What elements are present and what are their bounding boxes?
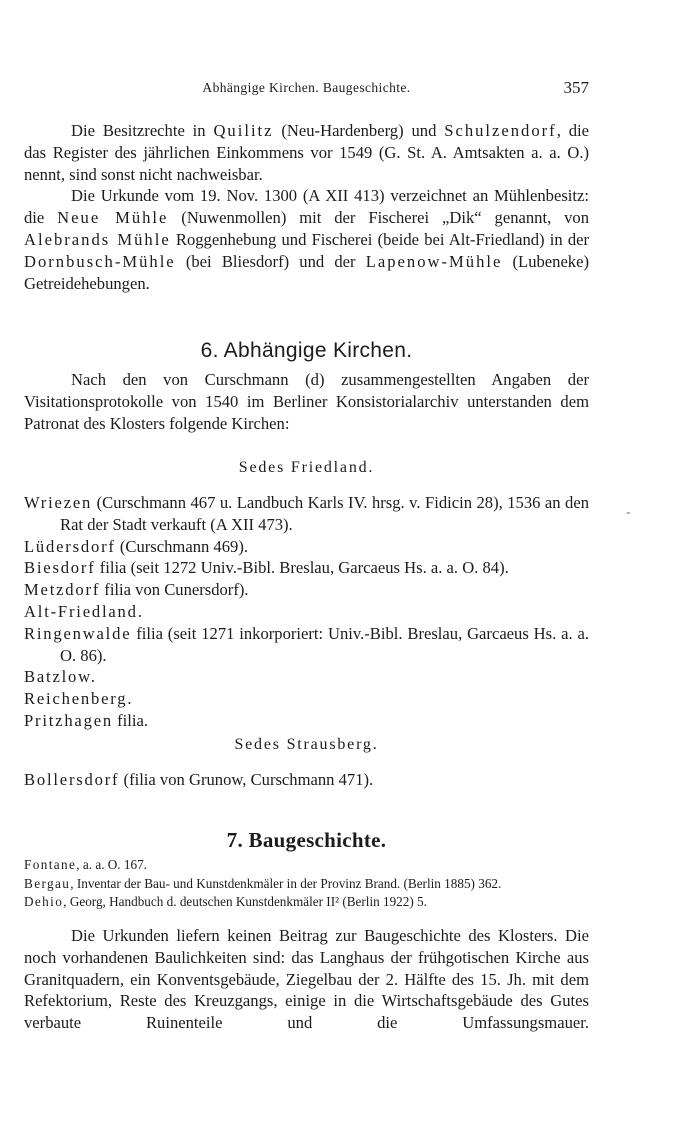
church-list-friedland xyxy=(24,492,589,732)
text-span: (Lubeneke) Getreidehebungen. xyxy=(24,251,589,293)
place-quilitz: Quilitz xyxy=(213,121,274,140)
intro-paragraphs xyxy=(24,120,589,294)
church-entry xyxy=(24,601,589,623)
church-note: (Curschmann 469). xyxy=(115,536,248,556)
mill-neue-muehle: Neue Mühle xyxy=(57,208,169,228)
church-entry xyxy=(24,623,589,667)
church-name: Pritzhagen xyxy=(24,710,113,730)
literature-entry xyxy=(24,893,589,912)
church-note: (filia von Grunow, Curschmann 471). xyxy=(119,770,374,789)
paragraph-muehlenbesitz xyxy=(24,185,589,294)
sedes-strausberg-heading-wrap xyxy=(24,736,589,754)
church-name: Wriezen xyxy=(24,493,93,512)
church-name: Lüdersdorf xyxy=(24,536,116,556)
text-span: Die Besitzrechte in xyxy=(71,121,214,140)
text-span: (Neu-Hardenberg) und xyxy=(273,121,445,140)
church-name: Ringenwalde xyxy=(24,623,132,643)
literature-details: , a. a. O. 167. xyxy=(76,857,147,872)
church-entry xyxy=(24,557,589,579)
section-6-intro: Nach den von Curschmann (d) zusammengestellten Angaben der Visitationsprotokolle von 1540 im Berliner Konsistorialarchiv unterstanden dem Patronat des Klosters folgende Kirchen: xyxy=(24,370,589,433)
text-span: , die das Register des jährlichen Einkommens vor 1549 (G. St. A. Amtsakten a. a. O.) nennt, sind sonst nicht nachweisbar. xyxy=(24,121,589,184)
literature-entry xyxy=(24,875,589,894)
literature-details: , Georg, Handbuch d. deutschen Kunstdenkmäler II² (Berlin 1922) 5. xyxy=(63,894,427,909)
church-list-strausberg xyxy=(24,769,589,791)
literature-list xyxy=(24,856,589,912)
church-entry xyxy=(24,579,589,601)
section-6-heading: 6. Abhängige Kirchen. xyxy=(200,339,413,362)
margin-mark: - xyxy=(626,505,631,520)
place-schulzendorf: Schulzendorf xyxy=(444,121,557,140)
church-note: (Curschmann 467 u. Landbuch Karls IV. hrsg. v. Fidicin 28), 1536 an den Rat der Stadt verkauft (A XII 473). xyxy=(60,493,589,534)
church-name: Bollersdorf xyxy=(24,770,120,789)
mill-alebrands: Alebrands Mühle xyxy=(24,229,171,249)
sedes-friedland-heading-wrap xyxy=(24,459,589,477)
church-entry xyxy=(24,688,589,710)
church-entry xyxy=(24,769,589,791)
church-entry xyxy=(24,666,589,688)
section-7-body: Die Urkunden liefern keinen Beitrag zur Baugeschichte des Klosters. Die noch vorhandenen Baulichkeiten sind: das Langhaus der frühgotischen Kirche aus Granitquadern, ein Konventsgebäude, Ziegelbau der 2. Hälfte des 15. Jh. mit dem Refektorium, Reste des Kreuzgangs, einige in die Wirtschaftsgebäude des Gutes verbaute Ruinenteile und die Umfassungsmauer. xyxy=(24,926,589,1033)
text-span: Roggenhebung und Fischerei (beide bei Alt-Friedland) in der xyxy=(170,229,590,249)
church-entry xyxy=(24,492,589,536)
church-note: filia. xyxy=(112,710,148,730)
church-name: Alt-Friedland. xyxy=(24,601,144,621)
church-note: filia von Cunersdorf). xyxy=(100,580,249,600)
text-span: Die Urkunde vom 19. Nov. 1300 (A XII 413) verzeichnet an Mühlenbesitz: die xyxy=(24,186,589,228)
sedes-strausberg-heading: Sedes Strausberg. xyxy=(234,736,379,753)
literature-author: Dehio xyxy=(24,894,64,909)
church-entry xyxy=(24,710,589,732)
literature-entry xyxy=(24,856,589,875)
church-name: Metzdorf xyxy=(24,580,101,600)
mill-lapenow: Lapenow-Mühle xyxy=(365,251,503,271)
literature-author: Fontane xyxy=(24,857,77,872)
church-name: Batzlow. xyxy=(24,667,97,687)
running-head-title: Abhängige Kirchen. Baugeschichte. xyxy=(202,80,411,95)
literature-author: Bergau xyxy=(24,875,71,891)
text-span: (Nuwenmollen) mit der Fischerei „Dik“ genannt, von xyxy=(168,208,590,228)
mill-dornbusch: Dornbusch-Mühle xyxy=(24,251,176,271)
literature-details: , Inventar der Bau- und Kunstdenkmäler in der Provinz Brand. (Berlin 1885) 362. xyxy=(70,875,502,891)
church-name: Biesdorf xyxy=(24,558,96,578)
running-head xyxy=(24,78,589,100)
church-entry xyxy=(24,536,589,558)
section-7-body-wrap xyxy=(24,925,589,1034)
sedes-friedland-heading: Sedes Friedland. xyxy=(238,459,375,476)
church-name: Reichenberg. xyxy=(24,689,134,709)
section-7-heading: 7. Baugeschichte. xyxy=(226,828,387,852)
paragraph-besitzrechte xyxy=(24,120,589,185)
section-7 xyxy=(24,828,589,853)
church-note: filia (seit 1272 Univ.-Bibl. Breslau, Garcaeus Hs. a. a. O. 84). xyxy=(95,558,509,578)
church-note: filia (seit 1271 inkorporiert: Univ.-Bibl. Breslau, Garcaeus Hs. a. a. O. 86). xyxy=(60,623,589,665)
page-number: 357 xyxy=(563,78,589,97)
section-6 xyxy=(24,339,589,434)
text-span: (bei Bliesdorf) und der xyxy=(175,251,366,271)
